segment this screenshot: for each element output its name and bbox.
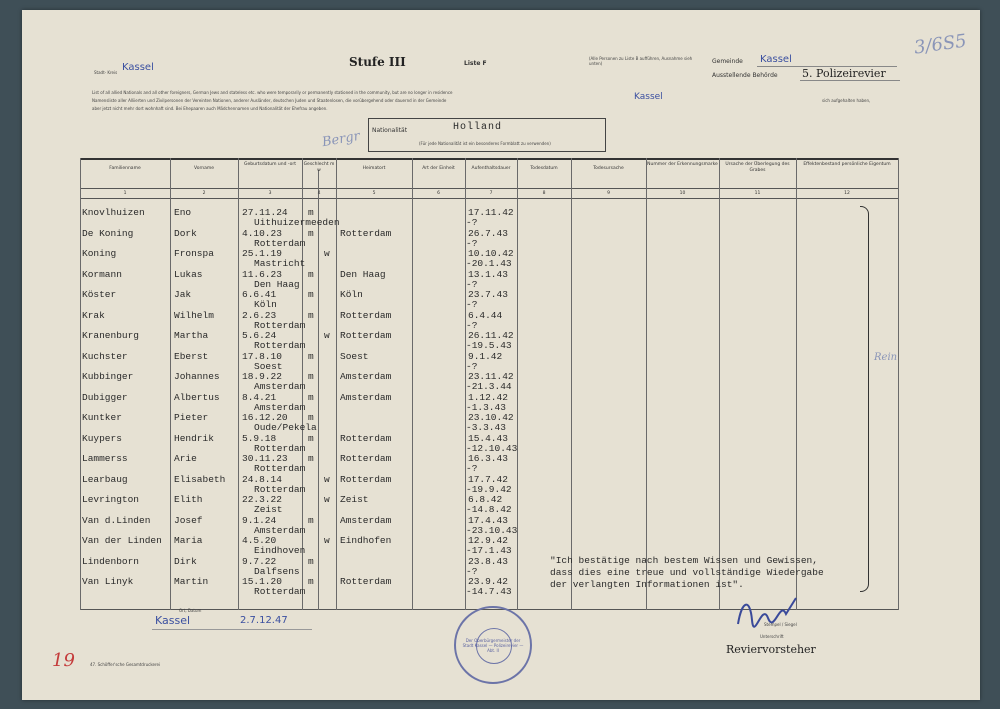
cell-sex: m xyxy=(308,432,314,444)
cell-heimat: Rotterdam xyxy=(340,453,392,464)
cell-birthplace: Amsterdam xyxy=(254,524,306,536)
intro-gemeinde-value: Kassel xyxy=(634,92,663,102)
cell-von: 16.3.43 xyxy=(468,453,508,464)
cell-heimat: Rotterdam xyxy=(340,309,392,321)
cell-vorname: Jak xyxy=(174,289,192,300)
col-header-11: Ursache der Überlegung des Grabes xyxy=(725,162,790,173)
intro-line-1: List of all allied Nationals and all other foreigners, German Jews and stateless etc. who were temporarily or permanently stationed in the community, but are no longer in residence xyxy=(92,90,453,95)
col-num-8: 8 xyxy=(542,191,546,196)
cell-bis: -19.9.42 xyxy=(466,483,512,495)
cell-von: 23.11.42 xyxy=(468,371,514,382)
col-header-5: Heimatort xyxy=(362,166,386,171)
table-row xyxy=(22,352,980,372)
cell-sex: w xyxy=(324,535,330,546)
file-reference: 3/6S5 xyxy=(912,30,968,59)
col-header-1: Familienname xyxy=(109,166,141,171)
cell-von: 26.7.43 xyxy=(468,227,508,239)
behoerde-label: Ausstellende Behörde xyxy=(712,72,778,79)
cell-name: Koning xyxy=(82,248,117,259)
cell-birthplace: Rotterdam xyxy=(254,483,306,495)
signature xyxy=(732,590,802,634)
cell-von: 9.1.42 xyxy=(468,350,503,362)
cell-name: Dubigger xyxy=(82,391,128,403)
cell-sex: m xyxy=(308,227,314,239)
cell-geb: 17.8.10 xyxy=(242,350,282,362)
cell-vorname: Fronspa xyxy=(174,248,214,259)
cell-birthplace: Rotterdam xyxy=(254,237,306,249)
cell-name: Kormann xyxy=(82,268,122,280)
cell-bis: -14.7.43 xyxy=(466,586,512,597)
table-row xyxy=(22,372,980,392)
col-header-8: Todesdatum xyxy=(530,166,558,171)
pencil-note: Bergr xyxy=(320,128,362,151)
table-row xyxy=(22,208,980,228)
date-value: 2.7.12.47 xyxy=(240,615,288,626)
cell-geb: 4.10.23 xyxy=(242,227,282,239)
cell-bis: -17.1.43 xyxy=(466,545,512,556)
cell-birthplace: Amsterdam xyxy=(254,401,306,413)
cell-von: 26.11.42 xyxy=(468,330,514,341)
cell-bis: -? xyxy=(466,299,478,310)
table-row xyxy=(22,536,980,556)
cell-vorname: Josef xyxy=(174,514,203,526)
col-header-6: Art der Einheit xyxy=(422,166,455,171)
cell-heimat: Rotterdam xyxy=(340,330,392,341)
cell-heimat: Den Haag xyxy=(340,268,386,280)
cell-vorname: Dirk xyxy=(174,555,197,567)
bracket-note: Rein xyxy=(874,352,898,363)
cell-geb: 5.6.24 xyxy=(242,330,277,341)
cell-heimat: Amsterdam xyxy=(340,371,392,382)
cell-heimat: Amsterdam xyxy=(340,391,392,403)
table-row xyxy=(22,475,980,495)
cell-name: Van Linyk xyxy=(82,576,134,587)
cell-sex: w xyxy=(324,330,330,341)
cell-heimat: Amsterdam xyxy=(340,514,392,526)
cell-vorname: Johannes xyxy=(174,371,220,382)
cell-geb: 22.3.22 xyxy=(242,494,282,505)
cell-von: 12.9.42 xyxy=(468,535,508,546)
cell-vorname: Lukas xyxy=(174,268,203,280)
cell-von: 10.10.42 xyxy=(468,248,514,259)
cell-bis: -3.3.43 xyxy=(466,422,506,433)
cell-geb: 6.6.41 xyxy=(242,289,277,300)
cell-geb: 18.9.22 xyxy=(242,371,282,382)
cell-sex: m xyxy=(308,576,314,587)
cell-von: 6.4.44 xyxy=(468,309,503,321)
table-row xyxy=(22,454,980,474)
cell-geb: 4.5.20 xyxy=(242,535,277,546)
cell-name: Learbaug xyxy=(82,473,128,485)
cell-sex: m xyxy=(308,453,314,464)
col-num-9: 9 xyxy=(607,191,610,196)
cell-geb: 30.11.23 xyxy=(242,453,288,464)
cell-von: 6.8.42 xyxy=(468,494,503,505)
official-seal xyxy=(454,606,532,684)
cell-name: Köster xyxy=(82,289,117,300)
cell-birthplace: Rotterdam xyxy=(254,340,306,351)
signature-sub-label: Unterschrift xyxy=(760,634,784,639)
cell-name: De Koning xyxy=(82,227,134,239)
cell-vorname: Eno xyxy=(174,207,192,218)
cell-birthplace: Köln xyxy=(254,299,277,310)
cell-vorname: Martin xyxy=(174,576,209,587)
cell-birthplace: Den Haag xyxy=(254,278,300,290)
cell-birthplace: Rotterdam xyxy=(254,463,306,474)
cell-birthplace: Rotterdam xyxy=(254,586,306,597)
cell-vorname: Maria xyxy=(174,535,203,546)
cell-heimat: Rotterdam xyxy=(340,473,392,485)
col-num-5: 5 xyxy=(372,191,376,196)
cell-bis: -? xyxy=(466,463,478,474)
cell-name: Kuchster xyxy=(82,350,128,362)
cell-geb: 9.1.24 xyxy=(242,514,277,526)
col-num-2: 2 xyxy=(202,191,206,196)
col-num-11: 11 xyxy=(754,191,761,196)
cell-vorname: Albertus xyxy=(174,391,220,403)
nationality-label: Nationalität xyxy=(372,127,408,134)
col-num-4: 4 xyxy=(317,191,321,196)
certification-line-1: "Ich bestätige nach bestem Wissen und Gewissen, xyxy=(550,555,818,566)
col-num-10: 10 xyxy=(679,191,686,196)
cell-sex: w xyxy=(324,248,330,259)
cell-name: Levrington xyxy=(82,494,140,505)
cell-sex: w xyxy=(324,473,330,485)
col-header-7: Aufenthaltsdauer xyxy=(471,166,511,171)
printer-note: 47. Schöffer'sche Gesamtdruckerei xyxy=(90,662,161,667)
cell-sex: m xyxy=(308,289,314,300)
cell-birthplace: Uithuizermeeden xyxy=(254,217,340,228)
table-row xyxy=(22,434,980,454)
cell-vorname: Pieter xyxy=(174,412,209,423)
cell-birthplace: Zeist xyxy=(254,504,283,515)
table-row xyxy=(22,557,980,577)
place-date-label: Ort, Datum xyxy=(179,608,202,613)
cell-von: 17.4.43 xyxy=(468,514,508,526)
cell-heimat: Soest xyxy=(340,350,369,362)
cell-heimat: Rotterdam xyxy=(340,576,392,587)
table-row xyxy=(22,331,980,351)
cell-bis: -19.5.43 xyxy=(466,340,512,351)
cell-sex: m xyxy=(308,350,314,362)
table-row xyxy=(22,516,980,536)
intro-line-2-end: sich aufgehalten haben, xyxy=(822,98,871,103)
liste-label: Liste F xyxy=(464,60,487,67)
cell-sex: m xyxy=(308,309,314,321)
col-num-7: 7 xyxy=(489,191,493,196)
cell-sex: m xyxy=(308,391,314,403)
seal-text: Der Oberbürgermeister der Stadt Kassel — Polizeirevier — Abt. II xyxy=(462,638,524,653)
cell-birthplace: Oude/Pekela xyxy=(254,422,317,433)
cell-bis: -? xyxy=(466,319,478,331)
certification-line-3: der verlangten Informationen ist". xyxy=(550,579,744,590)
intro-line-3: aber jetzt nicht mehr dort wohnhaft sind. Bei Ehepaaren auch Mädchennamen und Nationalität der Ehefrau angeben. xyxy=(92,106,328,111)
cell-sex: m xyxy=(308,371,314,382)
cell-sex: w xyxy=(324,494,330,505)
table-row xyxy=(22,413,980,433)
cell-geb: 24.8.14 xyxy=(242,473,282,485)
table-row xyxy=(22,577,980,597)
cell-heimat: Rotterdam xyxy=(340,432,392,444)
cell-geb: 8.4.21 xyxy=(242,391,277,403)
cell-geb: 27.11.24 xyxy=(242,207,288,218)
cell-vorname: Arie xyxy=(174,453,197,464)
col-header-10: Nummer der Erkennungsmarke xyxy=(647,162,718,167)
form-title: Stufe III xyxy=(349,55,406,69)
certification-line-2: dass dies eine treue und vollständige Wiedergabe xyxy=(550,567,824,578)
cell-name: Kubbinger xyxy=(82,371,134,382)
cell-geb: 5.9.18 xyxy=(242,432,277,444)
behoerde-value: 5. Polizeirevier xyxy=(802,67,886,80)
cell-geb: 11.6.23 xyxy=(242,268,282,280)
cell-vorname: Dork xyxy=(174,227,197,239)
cell-von: 23.9.42 xyxy=(468,576,508,587)
table-row xyxy=(22,393,980,413)
cell-birthplace: Mastricht xyxy=(254,258,306,269)
bracket xyxy=(860,206,869,592)
table-row xyxy=(22,270,980,290)
cell-geb: 25.1.19 xyxy=(242,248,282,259)
cell-name: Lammerss xyxy=(82,453,128,464)
cell-von: 1.12.42 xyxy=(468,391,508,403)
cell-name: Krak xyxy=(82,309,105,321)
cell-geb: 15.1.20 xyxy=(242,576,282,587)
cell-bis: -1.3.43 xyxy=(466,401,506,413)
cell-von: 23.10.42 xyxy=(468,412,514,423)
cell-von: 13.1.43 xyxy=(468,268,508,280)
cell-bis: -20.1.43 xyxy=(466,258,512,269)
signature-label: Stempel / Siegel xyxy=(764,622,797,627)
cell-von: 15.4.43 xyxy=(468,432,508,444)
cell-name: Kuypers xyxy=(82,432,122,444)
document-page xyxy=(22,10,980,700)
cell-name: Kuntker xyxy=(82,412,122,423)
col-header-2: Vorname xyxy=(193,166,214,171)
cell-bis: -14.8.42 xyxy=(466,504,512,515)
cell-bis: -? xyxy=(466,565,478,577)
nationality-note: (Für jede Nationalität ist ein besonderes Formblatt zu verwenden) xyxy=(419,141,551,146)
cell-heimat: Rotterdam xyxy=(340,227,392,239)
cell-birthplace: Rotterdam xyxy=(254,319,306,331)
cell-name: Lindenborn xyxy=(82,555,140,567)
col-header-9: Todesursache xyxy=(593,166,624,171)
cell-heimat: Eindhofen xyxy=(340,535,392,546)
cell-geb: 9.7.22 xyxy=(242,555,277,567)
gemeinde-value: Kassel xyxy=(760,54,792,65)
liste-note: (Alle Personen zu Liste B aufführen, Ausnahme sieh unten) xyxy=(589,56,693,66)
signer-title: Reviervorsteher xyxy=(726,643,816,656)
cell-birthplace: Rotterdam xyxy=(254,442,306,454)
cell-vorname: Wilhelm xyxy=(174,309,214,321)
cell-birthplace: Dalfsens xyxy=(254,565,300,577)
cell-bis: -? xyxy=(466,360,478,372)
table-row xyxy=(22,229,980,249)
cell-von: 23.8.43 xyxy=(468,555,508,567)
gemeinde-label: Gemeinde xyxy=(712,58,743,65)
cell-vorname: Elisabeth xyxy=(174,473,226,485)
cell-vorname: Eberst xyxy=(174,350,209,362)
cell-bis: -21.3.44 xyxy=(466,381,512,392)
cell-bis: -? xyxy=(466,278,478,290)
col-header-12: Effektenbestand persönliche Eigentum xyxy=(803,162,891,167)
cell-sex: m xyxy=(308,207,314,218)
col-header-4: Geschlecht m w xyxy=(303,162,335,173)
cell-bis: -12.10.43 xyxy=(466,442,518,454)
col-num-6: 6 xyxy=(437,191,440,196)
cell-vorname: Hendrik xyxy=(174,432,214,444)
page-mark: 19 xyxy=(52,650,75,671)
cell-geb: 16.12.20 xyxy=(242,412,288,423)
table-row xyxy=(22,311,980,331)
table-row xyxy=(22,495,980,515)
cell-name: Knovlhuizen xyxy=(82,207,145,218)
cell-geb: 2.6.23 xyxy=(242,309,277,321)
col-header-3: Geburtsdatum und -ort xyxy=(243,162,297,167)
cell-bis: -? xyxy=(466,237,478,249)
cell-heimat: Zeist xyxy=(340,494,369,505)
nationality-value: Holland xyxy=(453,122,503,133)
certification-text xyxy=(550,555,824,591)
col-num-3: 3 xyxy=(268,191,272,196)
place-value: Kassel xyxy=(155,614,191,627)
cell-heimat: Köln xyxy=(340,289,363,300)
cell-sex: m xyxy=(308,555,314,567)
cell-bis: -? xyxy=(466,217,478,228)
cell-sex: m xyxy=(308,514,314,526)
cell-sex: m xyxy=(308,412,314,423)
cell-birthplace: Eindhoven xyxy=(254,545,306,556)
cell-von: 17.11.42 xyxy=(468,207,514,218)
cell-vorname: Elith xyxy=(174,494,203,505)
cell-birthplace: Soest xyxy=(254,360,283,372)
stadt-kreis-label: Stadt- Kreis xyxy=(94,70,118,75)
cell-birthplace: Amsterdam xyxy=(254,381,306,392)
cell-von: 17.7.42 xyxy=(468,473,508,485)
cell-name: Van d.Linden xyxy=(82,514,151,526)
table-row xyxy=(22,290,980,310)
cell-sex: m xyxy=(308,268,314,280)
cell-von: 23.7.43 xyxy=(468,289,508,300)
table-row xyxy=(22,249,980,269)
stadt-value: Kassel xyxy=(122,62,154,73)
cell-bis: -23.10.43 xyxy=(466,524,518,536)
cell-name: Van der Linden xyxy=(82,535,162,546)
nationality-box xyxy=(368,118,606,152)
cell-name: Kranenburg xyxy=(82,330,140,341)
col-num-12: 12 xyxy=(844,191,850,196)
cell-vorname: Martha xyxy=(174,330,209,341)
col-num-1: 1 xyxy=(123,191,127,196)
intro-line-2: Namensliste aller Alliierten und Zivilpersonen der Vereinten Nationen, anderer Ausländer, deutschen Juden und Staatenlosen, die vorübergehend oder dauernd in der Gemeinde xyxy=(92,98,447,103)
